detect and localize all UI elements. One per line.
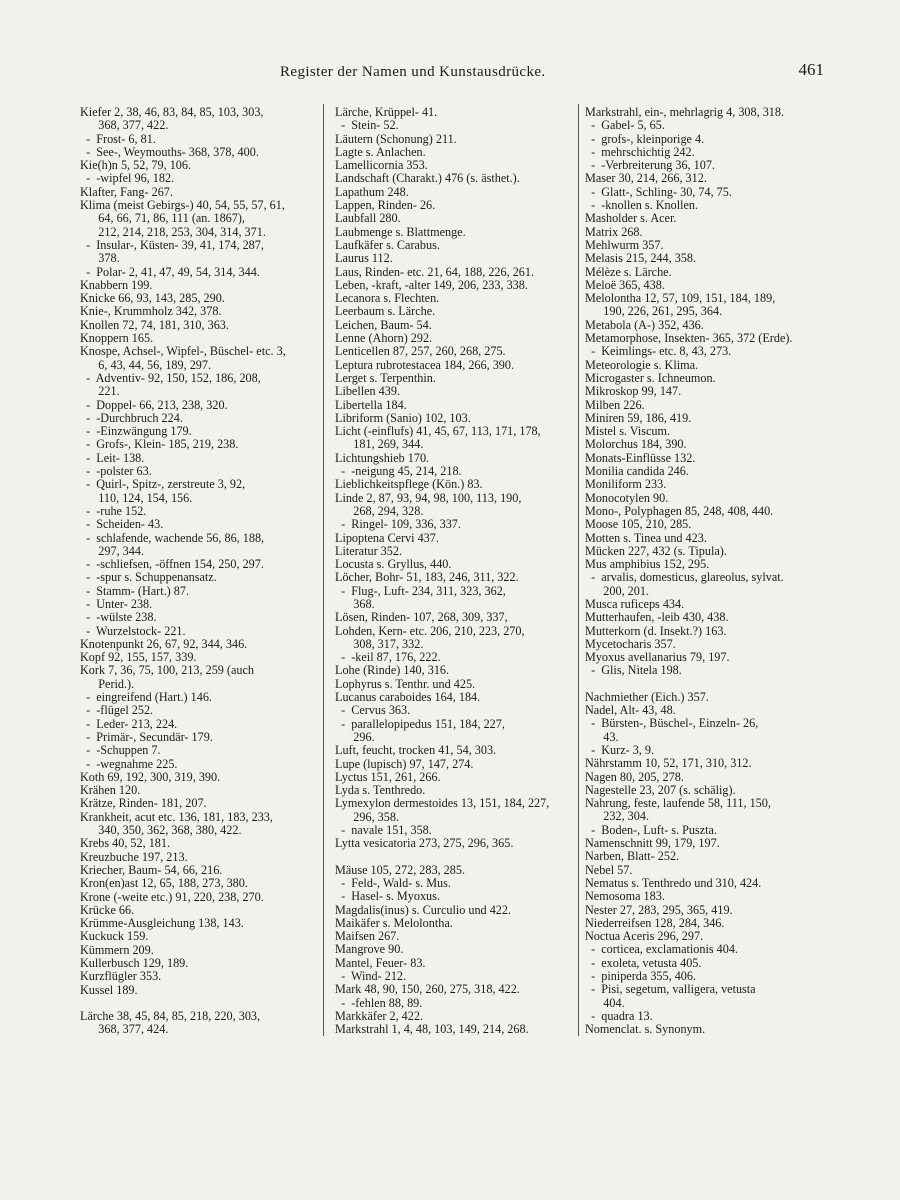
index-entry: - Glis, Nitela 198. [585, 663, 682, 678]
index-entry: Libriform (Sanio) 102, 103. [335, 410, 471, 425]
index-entry: - -wülste 238. [80, 610, 157, 625]
index-entry: Locusta s. Gryllus, 440. [335, 557, 452, 572]
index-entry: Markstrahl, ein-, mehrlagrig 4, 308, 318. [585, 105, 785, 119]
index-entry: Lärche 38, 45, 84, 85, 218, 220, 303, [80, 1008, 261, 1023]
index-entry: - -wipfel 96, 182. [80, 171, 175, 186]
index-entry: - See-, Weymouths- 368, 378, 400. [80, 144, 259, 159]
index-entry: Knotenpunkt 26, 67, 92, 344, 346. [80, 636, 248, 651]
index-entry: Lophyrus s. Tenthr. und 425. [335, 676, 476, 691]
index-entry: Lösen, Rinden- 107, 268, 309, 337, [335, 610, 508, 625]
index-entry: - -flügel 252. [80, 703, 154, 718]
index-entry: - -polster 63. [80, 464, 152, 479]
index-entry: Laurus 112. [335, 251, 393, 266]
index-entry: - Quirl-, Spitz-, zerstreute 3, 92, [80, 477, 246, 492]
index-entry: 368, 377, 422. [80, 118, 169, 133]
index-entry: Krümme-Ausgleichung 138, 143. [80, 916, 244, 931]
index-entry: Mehlwurm 357. [585, 237, 664, 252]
index-entry: - Cervus 363. [335, 703, 411, 718]
index-entry: 6, 43, 44, 56, 189, 297. [80, 357, 212, 372]
index-entry: - Flug-, Luft- 234, 311, 323, 362, [335, 583, 506, 598]
section-gap [80, 997, 312, 1010]
index-entry: Mäuse 105, 272, 283, 285. [335, 862, 465, 877]
index-entry: Motten s. Tinea und 423. [585, 530, 707, 545]
index-entry: - -Verbreiterung 36, 107. [585, 158, 715, 173]
index-entry: Moniliform 233. [585, 477, 667, 492]
index-entry: 404. [585, 995, 625, 1010]
index-entry: Krätze, Rinden- 181, 207. [80, 796, 207, 811]
index-entry: - Scheiden- 43. [80, 517, 164, 532]
index-entry: 110, 124, 154, 156. [80, 490, 193, 505]
index-entry: Noctua Aceris 296, 297. [585, 929, 704, 944]
index-entry: - Primär-, Secundär- 179. [80, 729, 213, 744]
index-entry: - exoleta, vetusta 405. [585, 955, 702, 970]
index-entry: - -wegnahme 225. [80, 756, 178, 771]
index-entry: Magdalis(inus) s. Curculio und 422. [335, 902, 512, 917]
index-entry: Lappen, Rinden- 26. [335, 198, 436, 213]
index-entry: Leerbaum s. Lärche. [335, 304, 436, 319]
index-entry: - -Einzwängung 179. [80, 424, 192, 439]
index-entry: Knoppern 165. [80, 331, 154, 346]
section-gap [585, 678, 825, 691]
index-entry: Klafter, Fang- 267. [80, 184, 173, 199]
index-entry: Kullerbusch 129, 189. [80, 956, 189, 970]
index-entry: - -ruhe 152. [80, 503, 147, 518]
index-entry: Meloë 365, 438. [585, 277, 665, 292]
column-rule-right [578, 104, 579, 1036]
index-entry: Kreuzbuche 197, 213. [80, 849, 188, 864]
index-entry: Leichen, Baum- 54. [335, 317, 432, 332]
index-entry: 340, 350, 362, 368, 380, 422. [80, 823, 242, 838]
index-entry: - Stamm- (Hart.) 87. [80, 583, 189, 598]
index-entry: Leptura rubrotestacea 184, 266, 390. [335, 357, 515, 372]
index-entry: Laus, Rinden- etc. 21, 64, 188, 226, 261. [335, 264, 535, 279]
index-entry: Klima (meist Gebirgs-) 40, 54, 55, 57, 61, [80, 198, 285, 213]
index-entry: - -keil 87, 176, 222. [335, 650, 441, 665]
index-entry: Musca ruficeps 434. [585, 596, 685, 611]
index-entry: Lieblichkeitspflege (Kön.) 83. [335, 477, 483, 492]
index-entry: - Gabel- 5, 65. [585, 118, 665, 133]
index-entry: Mycetocharis 357. [585, 636, 676, 651]
index-entry: Knospe, Achsel-, Wipfel-, Büschel- etc. 3, [80, 344, 286, 359]
index-entry: Lipoptena Cervi 437. [335, 530, 439, 545]
index-entry: Kümmern 209. [80, 942, 154, 957]
index-entry: Lapathum 248. [335, 184, 409, 199]
index-entry: 64, 66, 71, 86, 111 (an. 1867), [80, 211, 245, 226]
index-entry: - Bürsten-, Büschel-, Einzeln- 26, [585, 716, 759, 731]
index-entry: - Frost- 6, 81. [80, 131, 156, 146]
index-entry: Lamellicornia 353. [335, 158, 428, 173]
index-entry: Monilia candida 246. [585, 464, 689, 479]
index-entry: Metabola (A-) 352, 436. [585, 317, 704, 332]
index-entry: Mutterhaufen, -leib 430, 438. [585, 610, 729, 625]
index-entry: - Insular-, Küsten- 39, 41, 174, 287, [80, 237, 264, 252]
index-column-3 [585, 106, 825, 1036]
column-rule-left [323, 104, 324, 1036]
index-entry: Nemosoma 183. [585, 889, 665, 904]
index-entry: Mus amphibius 152, 295. [585, 557, 710, 572]
index-entry: Lenne (Ahorn) 292. [335, 331, 433, 346]
index-entry: 378. [80, 251, 120, 266]
index-entry: - parallelopipedus 151, 184, 227, [335, 716, 505, 731]
index-entry: Mantel, Feuer- 83. [335, 955, 426, 970]
index-entry: 296. [335, 729, 375, 744]
index-entry: - quadra 13. [585, 1008, 653, 1023]
index-entry: - Hasel- s. Myoxus. [335, 889, 440, 904]
index-entry: - Polar- 2, 41, 47, 49, 54, 314, 344. [80, 264, 260, 279]
index-entry: Lärche, Krüppel- 41. [335, 105, 438, 119]
index-entry: - arvalis, domesticus, glareolus, sylvat. [585, 570, 784, 585]
index-entry: 296, 358. [335, 809, 399, 824]
index-entry: Nomenclat. s. Synonym. [585, 1022, 706, 1037]
index-entry: - Keimlings- etc. 8, 43, 273. [585, 344, 732, 359]
index-entry: Mutterkorn (d. Insekt.?) 163. [585, 623, 727, 638]
page-header [60, 60, 824, 86]
index-entry: - Leder- 213, 224. [80, 716, 178, 731]
index-entry: 212, 214, 218, 253, 304, 314, 371. [80, 224, 266, 239]
index-entry: Maikäfer s. Melolontha. [335, 915, 453, 930]
index-entry: Nährstamm 10, 52, 171, 310, 312. [585, 756, 752, 771]
index-entry: Lecanora s. Flechten. [335, 291, 440, 306]
index-entry: Moose 105, 210, 285. [585, 517, 692, 532]
index-entry: 200, 201. [585, 583, 649, 598]
index-entry: Nagestelle 23, 207 (s. schälig). [585, 782, 736, 797]
index-entry: Leben, -kraft, -alter 149, 206, 233, 338. [335, 277, 528, 292]
index-entry: Kopf 92, 155, 157, 339. [80, 650, 197, 665]
index-entry: Krone (-weite etc.) 91, 220, 238, 270. [80, 889, 264, 904]
index-entry: Laufkäfer s. Carabus. [335, 237, 440, 252]
index-entry: Nagen 80, 205, 278. [585, 769, 684, 784]
index-entry: Nadel, Alt- 43, 48. [585, 703, 676, 718]
index-entry: Libellen 439. [335, 384, 400, 399]
index-entry: 268, 294, 328. [335, 503, 424, 518]
index-entry: Landschaft (Charakt.) 476 (s. ästhet.). [335, 171, 520, 186]
index-entry: Mikroskop 99, 147. [585, 384, 682, 399]
index-entry: - -schliefsen, -öffnen 154, 250, 297. [80, 557, 264, 572]
index-entry: Knie-, Krummholz 342, 378. [80, 304, 222, 319]
index-entry: Lyda s. Tenthredo. [335, 783, 426, 798]
index-entry: Lytta vesicatoria 273, 275, 296, 365. [335, 836, 514, 851]
index-entry: Kuckuck 159. [80, 929, 149, 944]
index-entry: - corticea, exclamationis 404. [585, 942, 738, 957]
index-entry: - Pisi, segetum, valligera, vetusta [585, 982, 756, 997]
index-entry: - Wurzelstock- 221. [80, 623, 186, 638]
index-entry: Nebel 57. [585, 862, 633, 877]
index-entry: Lohden, Kern- etc. 206, 210, 223, 270, [335, 623, 525, 638]
index-entry: Molorchus 184, 390. [585, 437, 687, 452]
index-entry: Narben, Blatt- 252. [585, 849, 680, 864]
index-entry: Monocotylen 90. [585, 490, 669, 505]
index-entry: Lyctus 151, 261, 266. [335, 769, 441, 784]
index-entry: - Glatt-, Schling- 30, 74, 75. [585, 184, 732, 199]
index-entry: Lymexylon dermestoides 13, 151, 184, 227, [335, 796, 550, 811]
index-entry: 190, 226, 261, 295, 364. [585, 304, 723, 319]
index-entry: Lucanus caraboides 164, 184. [335, 690, 481, 705]
index-entry: Luft, feucht, trocken 41, 54, 303. [335, 743, 497, 758]
index-entry: Knollen 72, 74, 181, 310, 363. [80, 317, 229, 332]
index-entry: Nester 27, 283, 295, 365, 419. [585, 902, 733, 917]
index-entry: - Unter- 238. [80, 596, 153, 611]
index-entry: Lenticellen 87, 257, 260, 268, 275. [335, 344, 506, 359]
index-entry: Krebs 40, 52, 181. [80, 836, 171, 851]
index-entry: Nematus s. Tenthredo und 310, 424. [585, 875, 762, 890]
section-gap [335, 851, 575, 864]
index-entry: Lohe (Rinde) 140, 316. [335, 663, 450, 678]
index-entry: - -Durchbruch 224. [80, 410, 183, 425]
index-entry: - -fehlen 88, 89. [335, 995, 423, 1010]
index-entry: Maifsen 267. [335, 929, 400, 944]
index-entry: Kussel 189. [80, 982, 138, 997]
index-entry: - mehrschichtig 242. [585, 144, 695, 159]
index-entry: 368. [335, 596, 375, 611]
index-entry: - Kurz- 3, 9. [585, 742, 655, 757]
index-entry: - -Schuppen 7. [80, 743, 161, 758]
index-entry: Mistel s. Viscum. [585, 424, 671, 439]
index-entry: Knicke 66, 93, 143, 285, 290. [80, 291, 225, 306]
index-entry: Mangrove 90. [335, 942, 404, 957]
index-entry: - Adventiv- 92, 150, 152, 186, 208, [80, 370, 261, 385]
index-entry: Niederreifsen 128, 284, 346. [585, 915, 725, 930]
index-entry: Myoxus avellanarius 79, 197. [585, 650, 730, 665]
index-entry: Kriecher, Baum- 54, 66, 216. [80, 862, 223, 877]
index-entry: Linde 2, 87, 93, 94, 98, 100, 113, 190, [335, 490, 522, 505]
index-entry: - Feld-, Wald- s. Mus. [335, 875, 451, 890]
index-column-1 [80, 106, 312, 1036]
index-entry: - Doppel- 66, 213, 238, 320. [80, 397, 228, 412]
index-entry: Metamorphose, Insekten- 365, 372 (Erde). [585, 331, 793, 346]
index-entry: Melolontha 12, 57, 109, 151, 184, 189, [585, 291, 776, 306]
index-entry: - navale 151, 358. [335, 823, 432, 838]
index-entry: Perid.). [80, 676, 135, 691]
index-entry: Milben 226. [585, 397, 645, 412]
index-entry: Microgaster s. Ichneumon. [585, 370, 716, 385]
index-entry: Laubmenge s. Blattmenge. [335, 224, 466, 239]
index-entry: Läutern (Schonung) 211. [335, 131, 457, 146]
index-entry: - Stein- 52. [335, 118, 399, 133]
index-entry: Mono-, Polyphagen 85, 248, 408, 440. [585, 503, 774, 518]
index-entry: 308, 317, 332. [335, 636, 424, 651]
index-entry: Krücke 66. [80, 902, 135, 917]
index-entry: Nahrung, feste, laufende 58, 111, 150, [585, 796, 771, 811]
index-entry: Koth 69, 192, 300, 319, 390. [80, 769, 221, 784]
index-entry: Lagte s. Anlachen. [335, 144, 426, 159]
index-entry: Markkäfer 2, 422. [335, 1008, 423, 1023]
index-entry: Mélèze s. Lärche. [585, 264, 672, 279]
index-entry: Krähen 120. [80, 783, 141, 798]
index-entry: - piniperda 355, 406. [585, 969, 697, 983]
index-entry: Miniren 59, 186, 419. [585, 410, 692, 425]
index-entry: 368, 377, 424. [80, 1022, 169, 1037]
index-entry: 43. [585, 729, 619, 744]
index-entry: 297, 344. [80, 543, 144, 558]
index-entry: Mücken 227, 432 (s. Tipula). [585, 543, 727, 558]
index-entry: Matrix 268. [585, 224, 643, 239]
index-entry: Literatur 352. [335, 543, 403, 558]
index-entry: Masholder s. Acer. [585, 211, 677, 226]
running-title: Register der Namen und Kunstausdrücke. [280, 64, 546, 80]
index-column-2 [335, 106, 575, 1036]
index-entry: - -neigung 45, 214, 218. [335, 464, 462, 479]
index-entry: Mark 48, 90, 150, 260, 275, 318, 422. [335, 982, 520, 997]
index-entry: Nachmiether (Eich.) 357. [585, 689, 709, 704]
index-entry: Libertella 184. [335, 397, 407, 412]
index-entry: Maser 30, 214, 266, 312. [585, 171, 707, 186]
index-entry: Monats-Einflüsse 132. [585, 450, 696, 465]
index-entry: - Ringel- 109, 336, 337. [335, 517, 461, 532]
page-number: 461 [798, 60, 824, 79]
index-entry: Kurzflügler 353. [80, 969, 162, 984]
index-entry: - grofs-, kleinporige 4. [585, 131, 705, 146]
index-entry: Krankheit, acut etc. 136, 181, 183, 233, [80, 809, 273, 824]
index-entry: Licht (-einflufs) 41, 45, 67, 113, 171, 178, [335, 424, 541, 439]
index-entry: - Grofs-, Klein- 185, 219, 238. [80, 437, 239, 452]
index-entry: Markstrahl 1, 4, 48, 103, 149, 214, 268. [335, 1022, 529, 1037]
index-entry: - Boden-, Luft- s. Puszta. [585, 822, 718, 837]
index-entry: 181, 269, 344. [335, 437, 424, 452]
index-entry: 232, 304. [585, 809, 649, 824]
index-entry: Namenschnitt 99, 179, 197. [585, 836, 720, 851]
index-entry: Kiefer 2, 38, 46, 83, 84, 85, 103, 303, [80, 105, 264, 119]
index-entry: Melasis 215, 244, 358. [585, 251, 697, 266]
index-entry: Meteorologie s. Klima. [585, 357, 699, 372]
index-entry: Lupe (lupisch) 97, 147, 274. [335, 756, 474, 771]
index-entry: Knabbern 199. [80, 277, 153, 292]
index-entry: Lichtungshieb 170. [335, 450, 430, 465]
index-entry: Löcher, Bohr- 51, 183, 246, 311, 322. [335, 570, 519, 585]
index-entry: Laubfall 280. [335, 211, 401, 226]
index-entry: - Wind- 212. [335, 969, 407, 983]
index-entry: Kron(en)ast 12, 65, 188, 273, 380. [80, 876, 248, 891]
index-entry: - Leit- 138. [80, 450, 145, 465]
index-entry: - schlafende, wachende 56, 86, 188, [80, 530, 265, 545]
index-entry: 221. [80, 384, 120, 399]
index-entry: - eingreifend (Hart.) 146. [80, 690, 212, 705]
index-entry: Lerget s. Terpenthin. [335, 370, 436, 385]
index-entry: Kork 7, 36, 75, 100, 213, 259 (auch [80, 663, 254, 678]
index-entry: - -spur s. Schuppenansatz. [80, 570, 217, 585]
index-entry: Kie(h)n 5, 52, 79, 106. [80, 158, 192, 173]
index-entry: - -knollen s. Knollen. [585, 198, 699, 213]
